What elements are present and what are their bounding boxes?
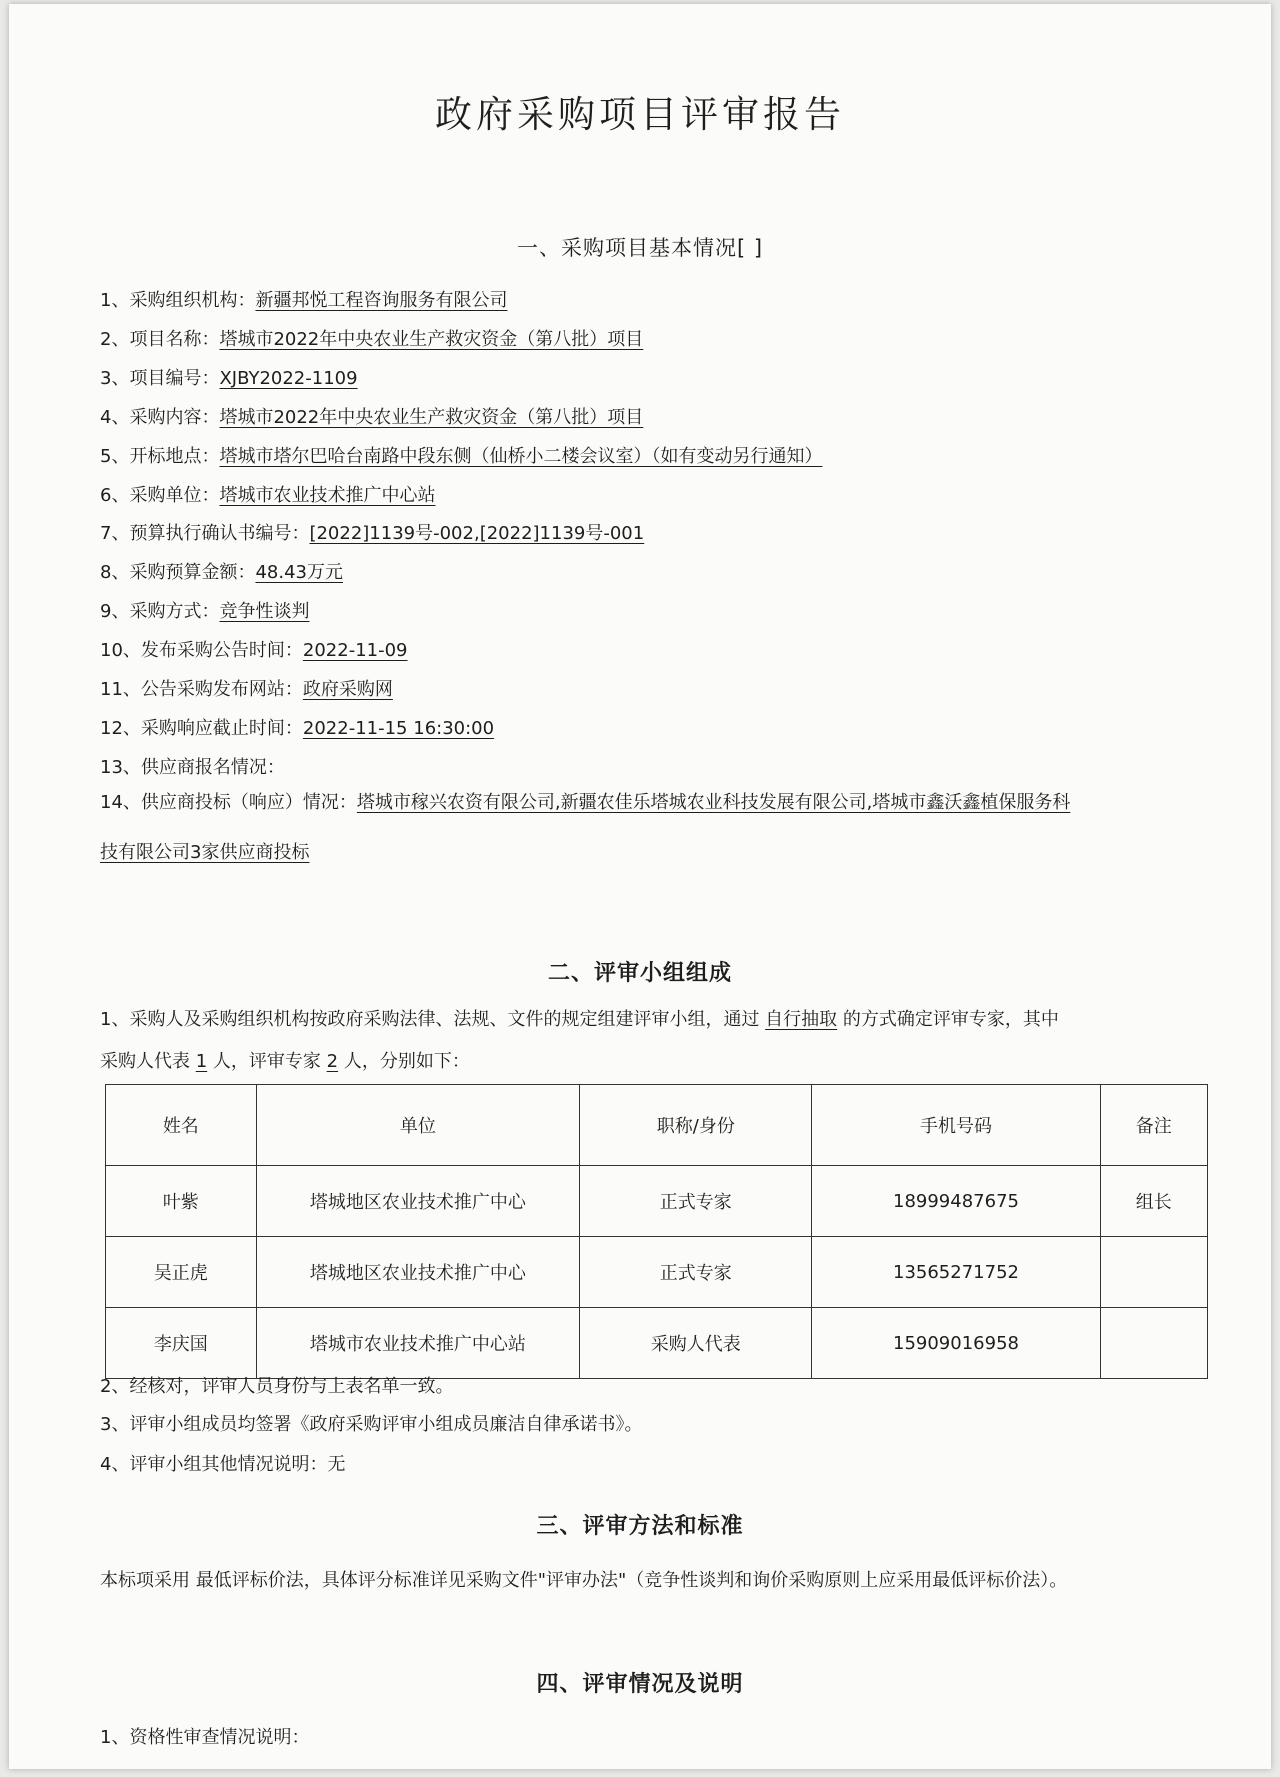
item-11	[100, 675, 393, 701]
item-14	[100, 788, 1070, 814]
document-title: 政府采购项目评审报告	[435, 93, 845, 136]
header-title: 职称/身份	[580, 1085, 812, 1166]
section-3-text: 本标项采用 最低评标价法，具体评分标准详见采购文件"评审办法"（竞争性谈判和询价采购原则上应采用最低评标价法）。	[100, 1570, 1068, 1591]
item-label: 1、采购组织机构：	[100, 290, 256, 311]
item-label: 3、项目编号：	[100, 367, 220, 389]
item-value: 2022-11-15 16:30:00	[302, 717, 495, 739]
expert-count: 2	[326, 1051, 339, 1072]
item-5	[100, 442, 822, 468]
purchaser-rep-count: 1	[195, 1051, 208, 1072]
header-name: 姓名	[106, 1085, 257, 1166]
item-3	[100, 364, 358, 390]
item-label: 4、采购内容：	[100, 406, 220, 428]
table-row	[106, 1237, 1208, 1308]
item-9	[100, 597, 309, 623]
table-header-row	[106, 1085, 1208, 1166]
p1-text-d: 人，评审专家	[207, 1051, 327, 1072]
item-label: 11、公告采购发布网站：	[100, 679, 303, 700]
item-2	[100, 325, 643, 351]
item-12	[100, 714, 494, 740]
header-phone: 手机号码	[812, 1085, 1100, 1166]
item-label: 6、采购单位：	[100, 484, 220, 506]
item-14-value-line1: 塔城市稼兴农资有限公司,新疆农佳乐塔城农业科技发展有限公司,塔城市鑫沃鑫植保服务科	[356, 792, 1071, 813]
item-value: 新疆邦悦工程咨询服务有限公司	[255, 290, 508, 311]
cell-title: 正式专家	[580, 1166, 812, 1237]
item-6	[100, 481, 435, 507]
selection-method: 自行抽取	[765, 1009, 838, 1030]
item-value: 政府采购网	[302, 679, 393, 700]
item-label: 5、开标地点：	[100, 445, 220, 467]
p1-text-c: 采购人代表	[100, 1051, 196, 1072]
cell-name: 李庆国	[106, 1308, 257, 1379]
section-3-heading: 三、评审方法和标准	[536, 1514, 744, 1539]
item-label: 2、项目名称：	[100, 328, 220, 350]
cell-remark: 组长	[1100, 1166, 1207, 1237]
cell-title: 采购人代表	[580, 1308, 812, 1379]
item-14-value-line2: 技有限公司3家供应商投标	[100, 842, 310, 863]
section-2-heading: 二、评审小组组成	[547, 961, 732, 986]
item-10	[100, 636, 408, 662]
item-label: 13、供应商报名情况：	[100, 756, 285, 778]
cell-unit: 塔城市农业技术推广中心站	[256, 1308, 580, 1379]
item-8	[100, 558, 343, 584]
section-1-heading: 一、采购项目基本情况[ ]	[516, 236, 764, 260]
item-13	[100, 753, 285, 779]
header-remark: 备注	[1100, 1085, 1207, 1166]
item-value: [2022]1139号-002,[2022]1139号-001	[309, 523, 645, 545]
item-label: 8、采购预算金额：	[100, 562, 256, 584]
table-row	[106, 1166, 1208, 1237]
cell-name: 叶紫	[106, 1166, 257, 1237]
item-7	[100, 519, 644, 545]
cell-remark	[1100, 1237, 1207, 1308]
item-value: 塔城市塔尔巴哈台南路中段东侧（仙桥小二楼会议室）（如有变动另行通知）	[219, 445, 823, 467]
item-label: 9、采购方式：	[100, 601, 220, 623]
item-value: 塔城市2022年中央农业生产救灾资金（第八批）项目	[219, 328, 644, 350]
item-label: 10、发布采购公告时间：	[100, 640, 303, 662]
cell-phone: 13565271752	[812, 1237, 1100, 1308]
item-label: 7、预算执行确认书编号：	[100, 523, 310, 545]
section-4-paragraph-1: 1、资格性审查情况说明：	[100, 1727, 310, 1748]
item-4	[100, 403, 643, 429]
review-panel-table	[105, 1084, 1208, 1379]
item-value: 塔城市农业技术推广中心站	[219, 484, 436, 506]
section-4-heading: 四、评审情况及说明	[536, 1672, 744, 1697]
item-label: 12、采购响应截止时间：	[100, 717, 303, 739]
section-2-paragraph-2: 2、经核对，评审人员身份与上表名单一致。	[100, 1376, 454, 1397]
document-page	[9, 4, 1271, 1769]
p1-text-b: 的方式确定评审专家，其中	[837, 1009, 1059, 1030]
cell-unit: 塔城地区农业技术推广中心	[256, 1237, 580, 1308]
cell-name: 吴正虎	[106, 1237, 257, 1308]
cell-unit: 塔城地区农业技术推广中心	[256, 1166, 580, 1237]
item-value: 塔城市2022年中央农业生产救灾资金（第八批）项目	[219, 406, 644, 428]
header-unit: 单位	[256, 1085, 580, 1166]
item-value: 2022-11-09	[302, 640, 408, 662]
section-2-paragraph-3: 3、评审小组成员均签署《政府采购评审小组成员廉洁自律承诺书》。	[100, 1414, 643, 1435]
cell-phone: 18999487675	[812, 1166, 1100, 1237]
item-14-label: 14、供应商投标（响应）情况：	[100, 792, 357, 813]
cell-title: 正式专家	[580, 1237, 812, 1308]
item-14-continued	[100, 838, 309, 864]
cell-phone: 15909016958	[812, 1308, 1100, 1379]
item-value: XJBY2022-1109	[219, 367, 358, 389]
item-value: 48.43万元	[255, 562, 343, 584]
p1-text-e: 人，分别如下：	[338, 1051, 470, 1072]
section-2-paragraph-4: 4、评审小组其他情况说明：无	[100, 1454, 346, 1475]
p1-text-a: 1、采购人及采购组织机构按政府采购法律、法规、文件的规定组建评审小组，通过	[100, 1009, 766, 1030]
item-1	[100, 286, 507, 312]
section-2-paragraph-1	[100, 999, 1200, 1083]
item-value: 竞争性谈判	[219, 601, 310, 623]
